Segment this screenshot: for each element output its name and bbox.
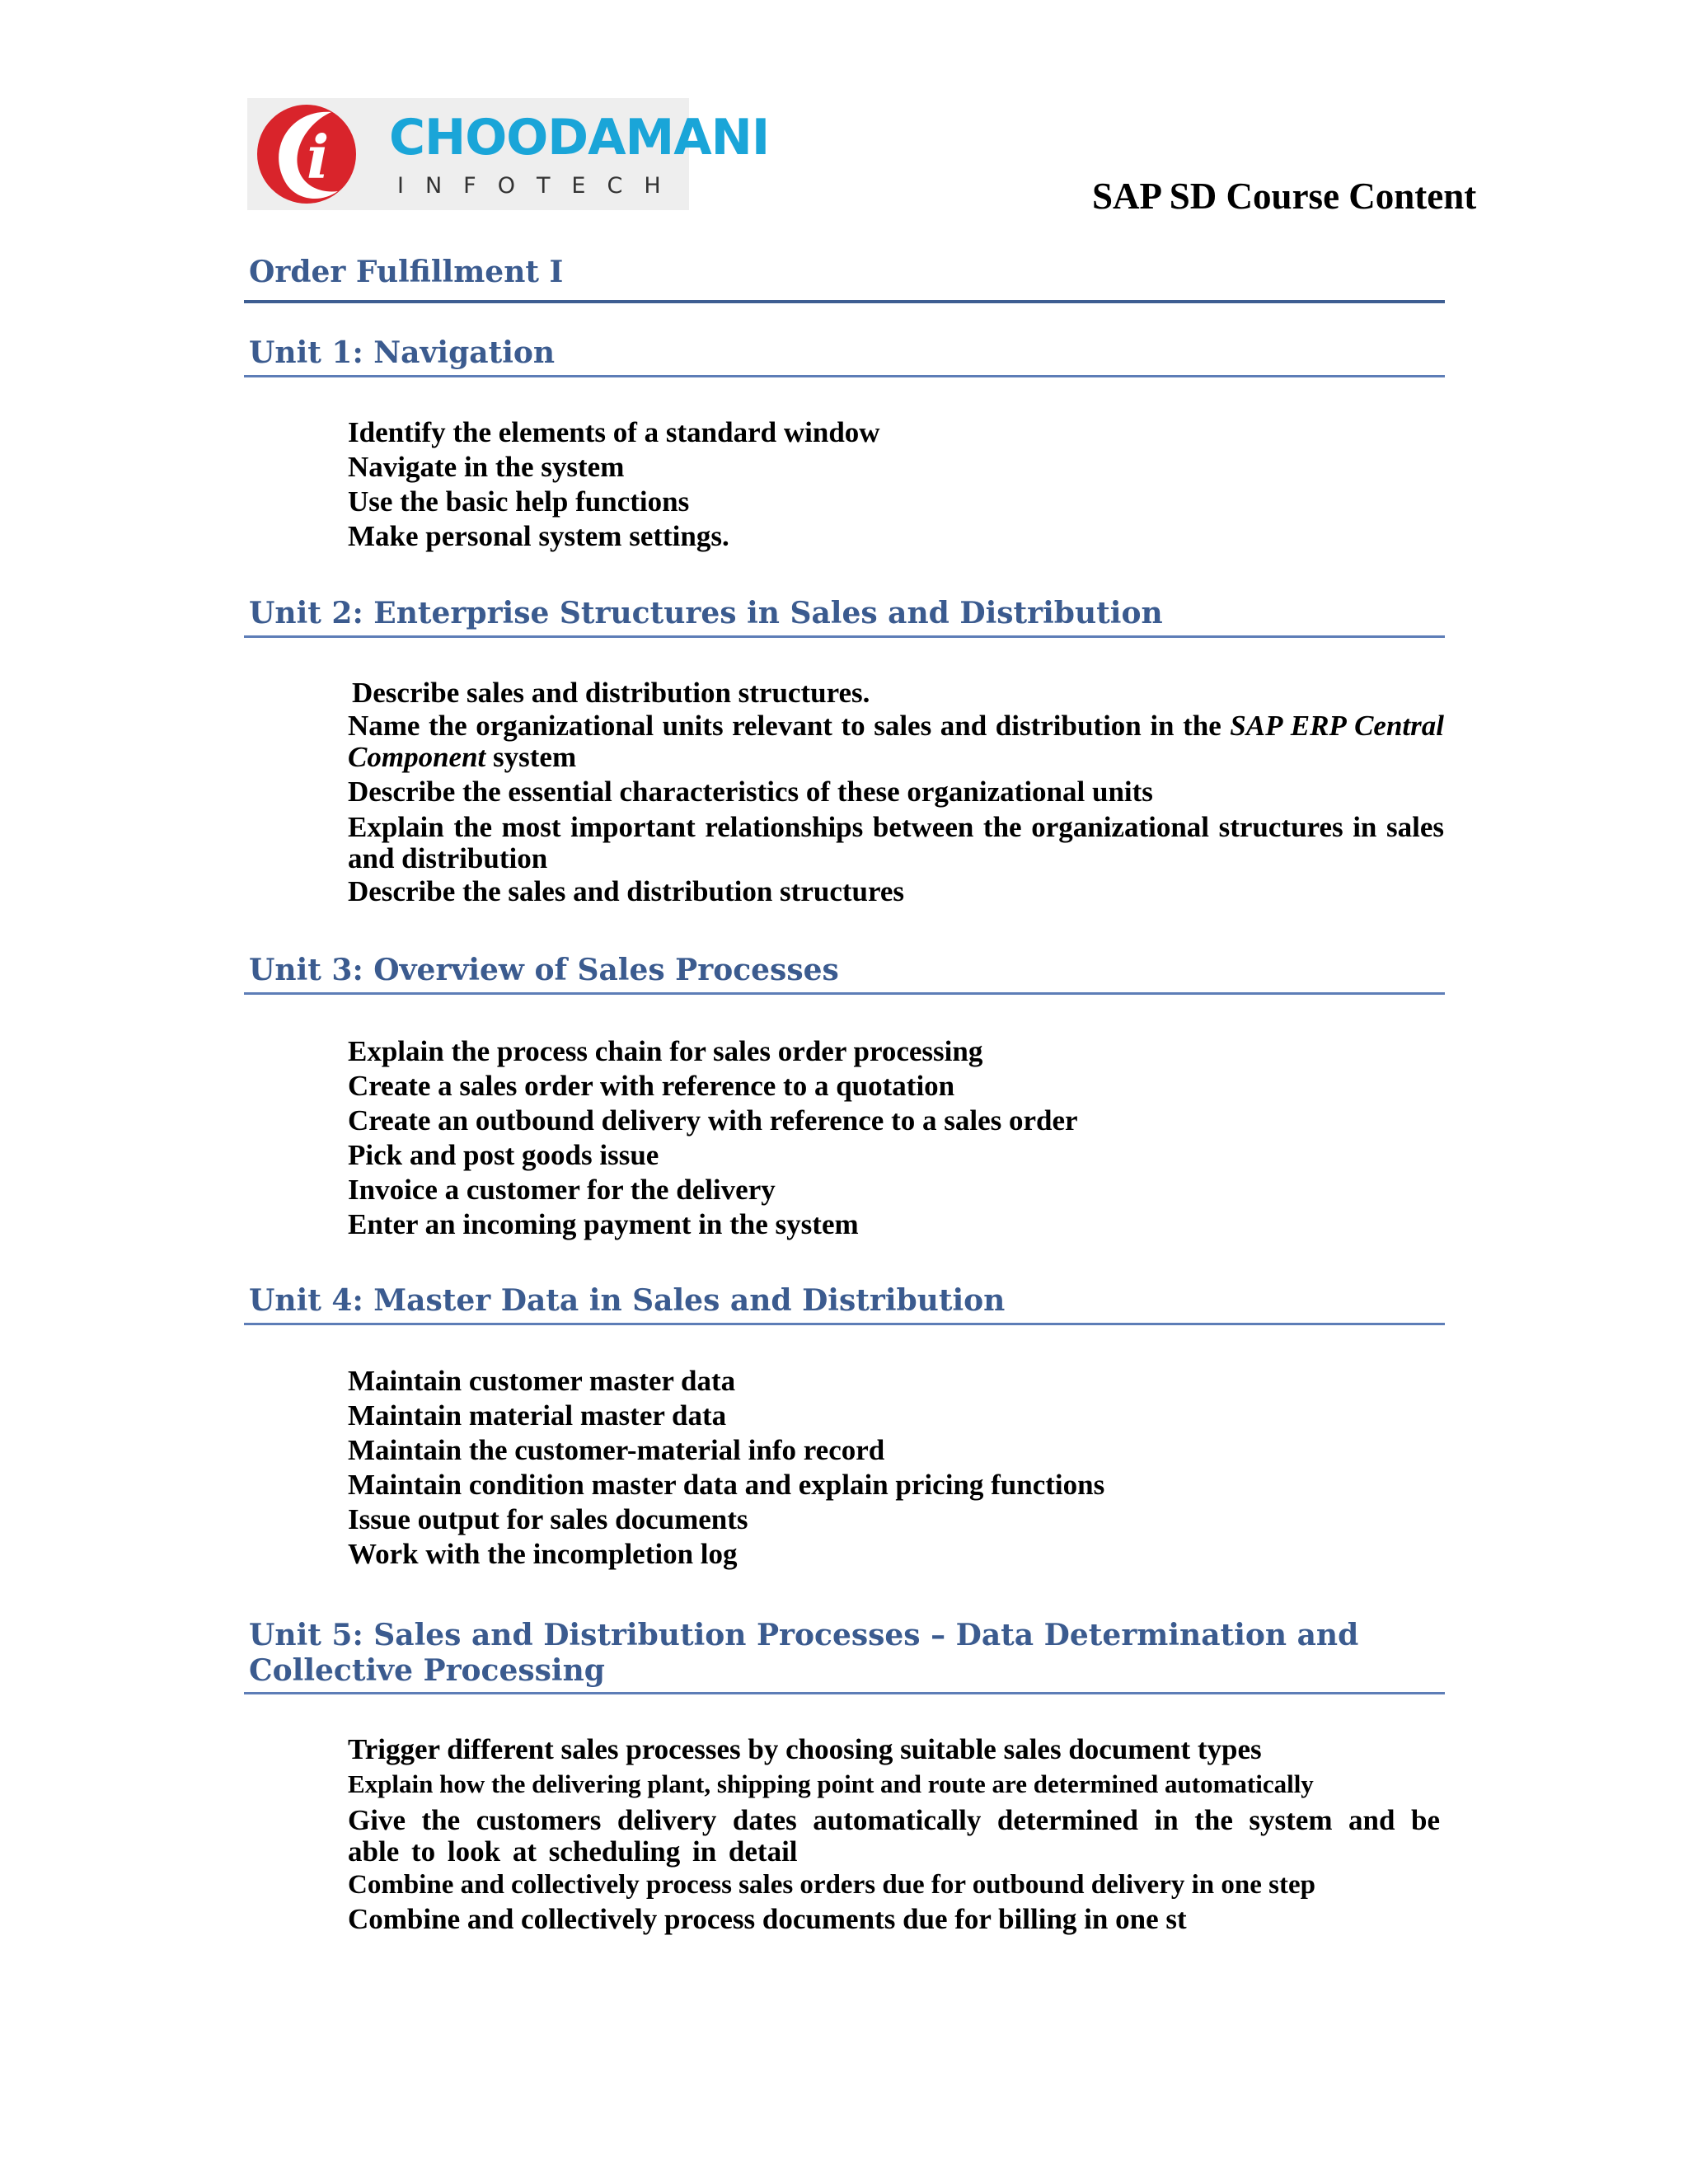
list-item: Work with the incompletion log bbox=[348, 1538, 738, 1570]
unit-2-list bbox=[348, 676, 1444, 909]
unit-3-heading: Unit 3: Overview of Sales Processes bbox=[249, 953, 839, 987]
list-item: Navigate in the system bbox=[348, 451, 625, 483]
logo-letter: i bbox=[307, 122, 330, 192]
list-item: Maintain material master data bbox=[348, 1399, 727, 1432]
list-item: Enter an incoming payment in the system bbox=[348, 1208, 859, 1240]
list-item: Trigger different sales processes by choosing suitable sales document types bbox=[348, 1733, 1262, 1765]
document-title: SAP SD Course Content bbox=[1092, 176, 1477, 217]
list-item: Combine and collectively process sales orders due for outbound delivery in one step bbox=[348, 1870, 1315, 1900]
unit-5-list bbox=[348, 1732, 1440, 1937]
unit-4-heading: Unit 4: Master Data in Sales and Distribution bbox=[249, 1283, 1006, 1318]
unit-1-heading: Unit 1: Navigation bbox=[249, 335, 556, 370]
list-item: Combine and collectively process documents due for billing in one st bbox=[348, 1903, 1187, 1935]
list-item: Create a sales order with reference to a quotation bbox=[348, 1070, 955, 1102]
unit-1-divider bbox=[244, 375, 1445, 377]
logo-name: CHOODAMANI bbox=[389, 109, 770, 166]
unit-2-divider bbox=[244, 635, 1445, 638]
list-item: Pick and post goods issue bbox=[348, 1139, 659, 1171]
unit-5-heading-line-2: Collective Processing bbox=[249, 1653, 605, 1688]
list-item: Describe the essential characteristics of these organizational units bbox=[348, 776, 1153, 808]
logo-emblem-icon bbox=[256, 102, 359, 205]
list-item: Describe sales and distribution structures. bbox=[352, 677, 870, 709]
company-logo bbox=[247, 98, 770, 210]
list-item: Name the organizational units relevant to sales and distribution in the SAP ERP Central Component system bbox=[348, 710, 1444, 773]
list-item: Maintain the customer-material info record bbox=[348, 1434, 885, 1466]
unit-5-divider bbox=[244, 1692, 1445, 1694]
unit-4-list bbox=[348, 1364, 1444, 1572]
list-item: Invoice a customer for the delivery bbox=[348, 1174, 776, 1206]
unit-4-divider bbox=[244, 1323, 1445, 1325]
list-item: Explain the most important relationships between the organizational structures in sales and distribution bbox=[348, 811, 1444, 874]
unit-3-divider bbox=[244, 992, 1445, 995]
list-item: Explain how the delivering plant, shipping point and route are determined automatically bbox=[348, 1769, 1314, 1798]
list-item: Create an outbound delivery with reference to a sales order bbox=[348, 1104, 1078, 1137]
list-item: Maintain condition master data and explain pricing functions bbox=[348, 1469, 1105, 1501]
list-item: Make personal system settings. bbox=[348, 520, 729, 552]
list-item: Maintain customer master data bbox=[348, 1365, 736, 1397]
section-heading: Order Fulfillment I bbox=[249, 255, 564, 289]
list-item: Describe the sales and distribution structures bbox=[348, 875, 905, 907]
unit-3-list bbox=[348, 1034, 1444, 1242]
list-item: Identify the elements of a standard window bbox=[348, 416, 880, 448]
unit-5-heading-line-1: Unit 5: Sales and Distribution Processes – Data Determination and bbox=[249, 1618, 1359, 1652]
unit-1-list bbox=[348, 415, 1444, 554]
unit-5-heading bbox=[249, 1618, 1358, 1689]
unit-2-heading: Unit 2: Enterprise Structures in Sales and Distribution bbox=[249, 596, 1163, 630]
list-item: Explain the process chain for sales order processing bbox=[348, 1035, 983, 1067]
list-item: Give the customers delivery dates automatically determined in the system and be able to look at scheduling in detail bbox=[348, 1804, 1440, 1868]
list-item: Use the basic help functions bbox=[348, 485, 690, 518]
section-divider bbox=[244, 300, 1445, 303]
logo-subtitle: INFOTECH bbox=[397, 173, 682, 199]
list-item: Issue output for sales documents bbox=[348, 1503, 748, 1535]
